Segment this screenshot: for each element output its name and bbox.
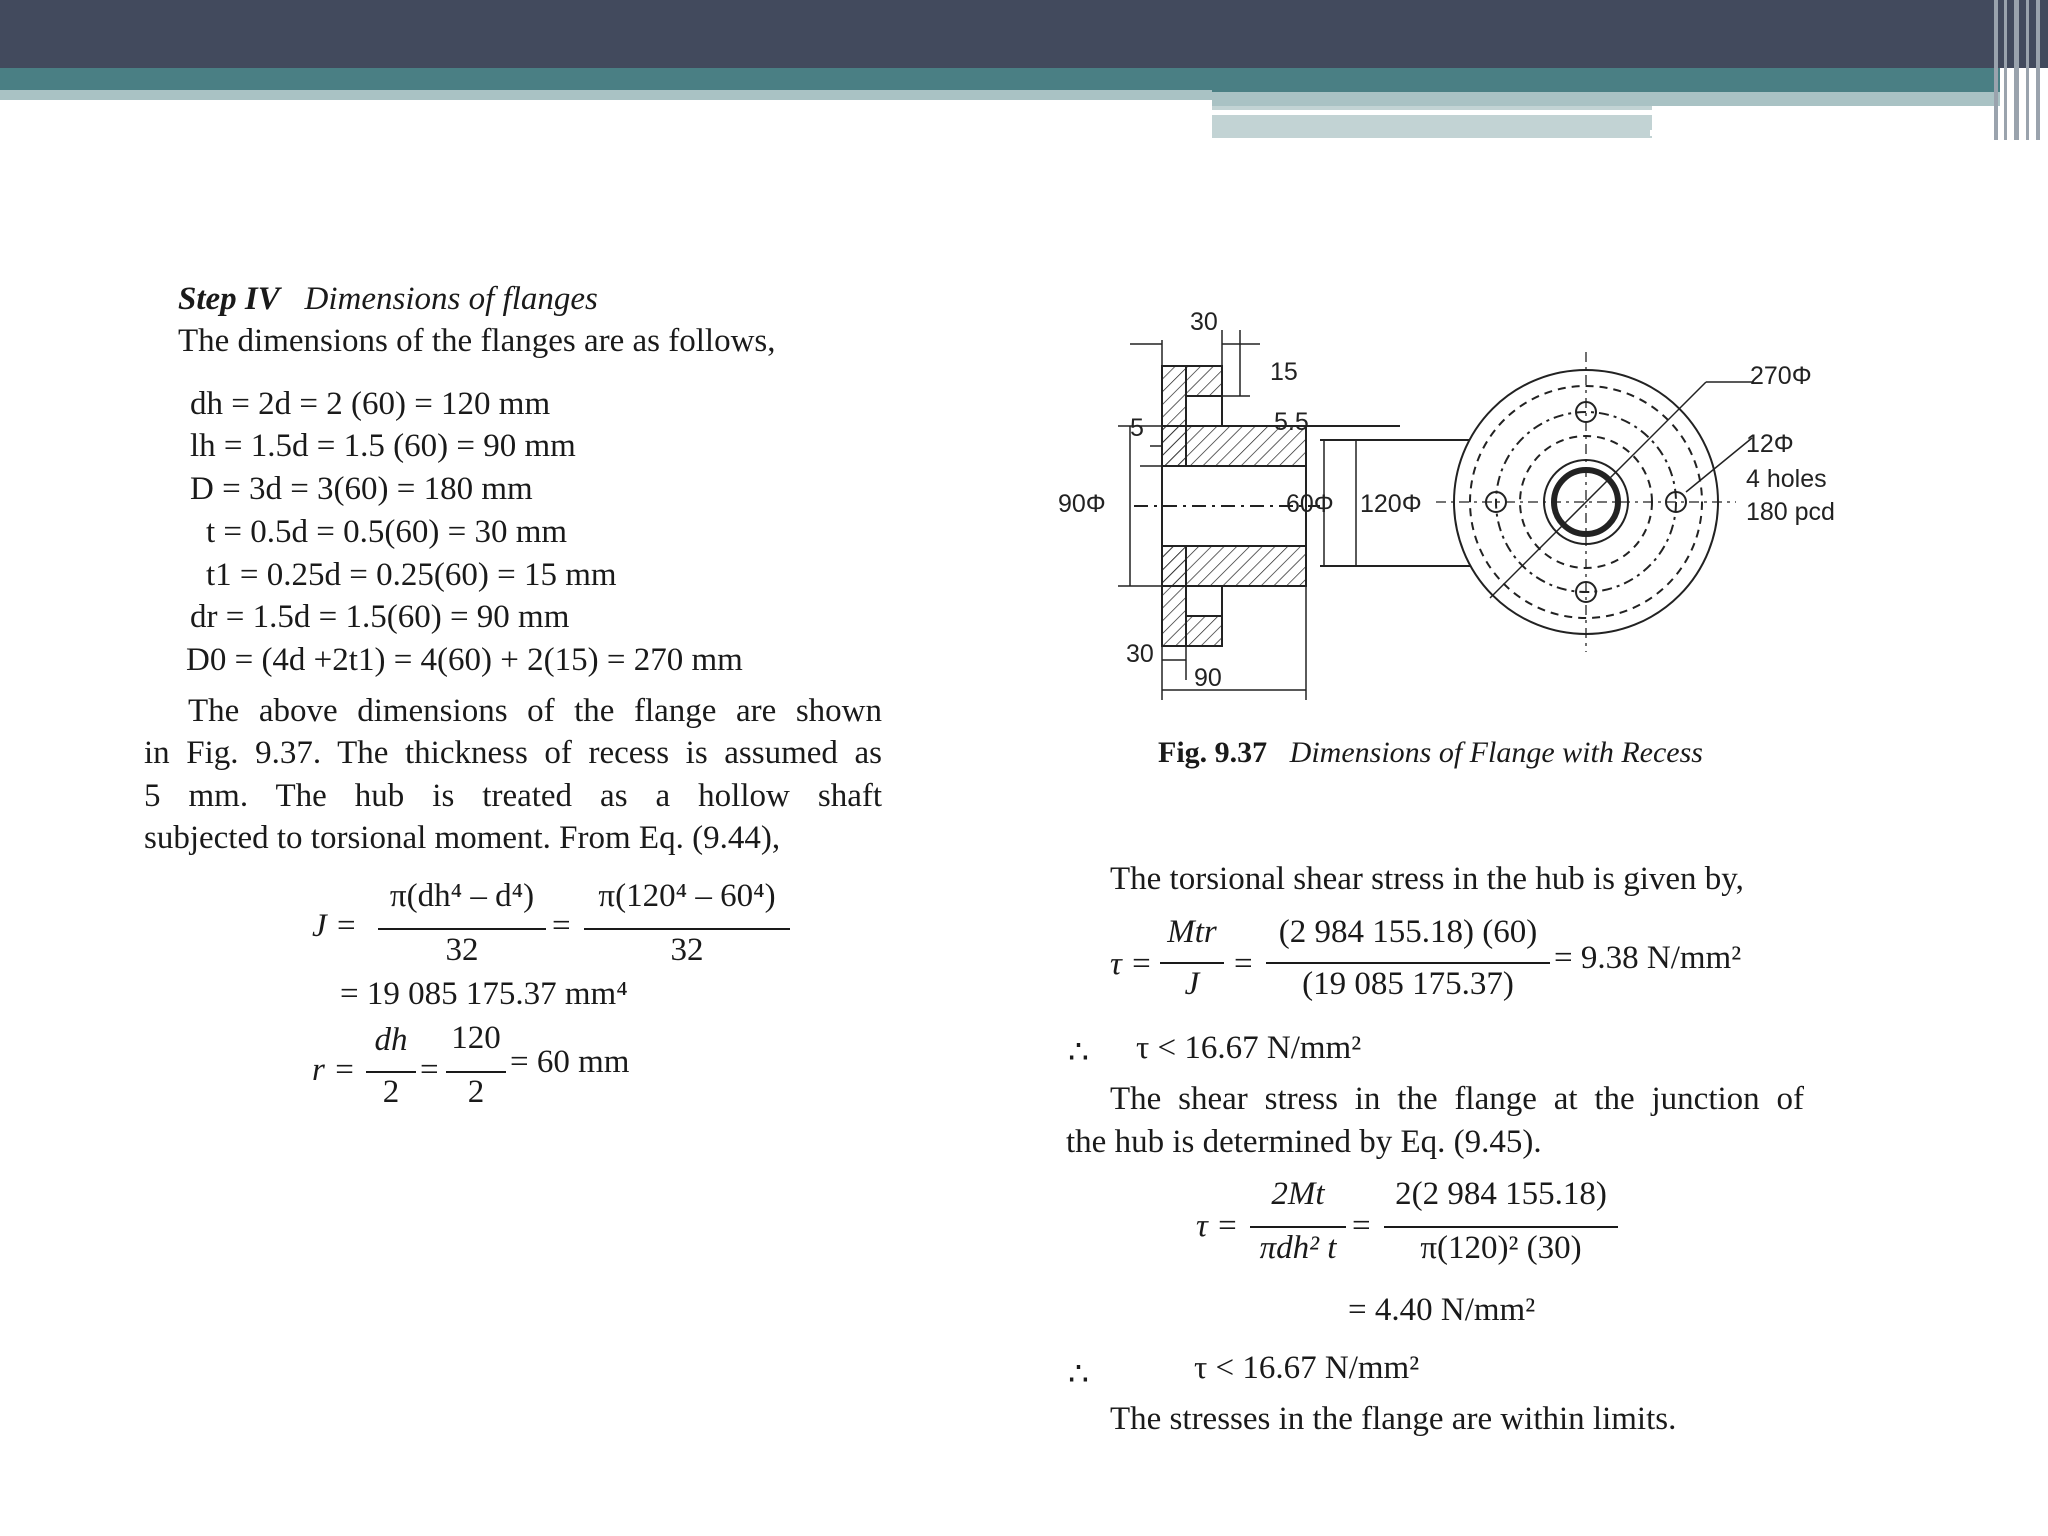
pcd-label: 180 pcd — [1746, 498, 1835, 526]
dim-60-phi: 60Φ — [1286, 490, 1334, 518]
dim-line: t1 = 0.25d = 0.25(60) = 15 mm — [206, 557, 617, 593]
para-line: subjected to torsional moment. From Eq. (9.44), — [144, 820, 781, 856]
dim-line: D = 3d = 3(60) = 180 mm — [190, 471, 533, 507]
tau2-result: = 4.40 N/mm² — [1348, 1292, 1536, 1328]
hub-stress-intro: The torsional shear stress in the hub is given by, — [1110, 861, 1744, 897]
para-line: The above dimensions of the flange are shown — [188, 693, 882, 729]
fraction-bar — [1160, 962, 1224, 964]
j-numerator-values: π(120⁴ – 60⁴) — [598, 878, 776, 914]
fraction-bar — [1250, 1226, 1346, 1228]
tau1-denominator: J — [1184, 966, 1200, 1002]
r-denominator: 2 — [382, 1074, 400, 1110]
header-stripe-left — [0, 90, 1212, 100]
header-vline — [1994, 0, 1998, 140]
fraction-bar — [584, 928, 790, 930]
header-stripe-gap-2 — [1650, 130, 1900, 136]
j-result: = 19 085 175.37 mm⁴ — [340, 976, 628, 1012]
step-heading — [178, 278, 598, 320]
front-view-labels — [1746, 362, 1835, 526]
dim-30-top: 30 — [1190, 308, 1218, 336]
header-accent-bar — [0, 68, 2000, 92]
header-vline — [2026, 0, 2029, 140]
figure-caption — [1158, 732, 1703, 774]
dim-5: 5 — [1130, 414, 1144, 442]
fraction-bar — [378, 928, 546, 930]
figure-title: Dimensions of Flange with Recess — [1289, 736, 1703, 769]
tau2-numerator-values: 2(2 984 155.18) — [1395, 1176, 1607, 1212]
conclusion-text: The stresses in the flange are within limits. — [1110, 1401, 1677, 1437]
dim-120-phi: 120Φ — [1360, 490, 1422, 518]
para-line: in Fig. 9.37. The thickness of recess is assumed as — [144, 735, 882, 771]
para-line: the hub is determined by Eq. (9.45). — [1066, 1124, 1542, 1160]
j-lhs: J = — [312, 908, 358, 944]
tau2-denominator-values: π(120)² (30) — [1420, 1230, 1582, 1266]
tau1-numerator-values: (2 984 155.18) (60) — [1278, 914, 1538, 950]
dim-line: t = 0.5d = 0.5(60) = 30 mm — [206, 514, 568, 550]
dim-5-5: 5.5 — [1274, 408, 1309, 436]
tau2-numerator: 2Mt — [1271, 1176, 1325, 1212]
dim-line: dr = 1.5d = 1.5(60) = 90 mm — [190, 599, 570, 635]
dim-line: D0 = (4d +2t1) = 4(60) + 2(15) = 270 mm — [186, 642, 743, 678]
step-title: Dimensions of flanges — [304, 281, 598, 317]
holes-label: 4 holes — [1746, 465, 1827, 493]
para-line: 5 mm. The hub is treated as a hollow shaft — [144, 778, 882, 814]
tau1-numerator: Mtr — [1167, 914, 1217, 950]
equals-sign: = — [420, 1052, 439, 1088]
dim-line: dh = 2d = 2 (60) = 120 mm — [190, 386, 551, 422]
fraction-bar — [366, 1071, 416, 1073]
tau1-lhs: τ = — [1110, 946, 1153, 982]
r-lhs: r = — [312, 1052, 356, 1088]
header-vline — [2014, 0, 2019, 140]
dim-12-phi: 12Φ — [1746, 430, 1794, 458]
step-label: Step IV — [178, 281, 280, 317]
r-denominator-value: 2 — [467, 1074, 485, 1110]
header-stripe-gap — [1210, 110, 1900, 115]
dim-15: 15 — [1270, 358, 1298, 386]
dim-270-phi: 270Φ — [1750, 362, 1812, 390]
equals-sign: = — [1234, 946, 1253, 982]
fraction-bar — [446, 1071, 506, 1073]
flange-drawing — [1050, 300, 1930, 720]
tau2-inequality: τ < 16.67 N/mm² — [1194, 1350, 1420, 1386]
therefore-symbol: ∴ — [1068, 1357, 1089, 1393]
flange-front-view — [1436, 352, 1752, 652]
figure-number: Fig. 9.37 — [1158, 736, 1268, 769]
equals-sign: = — [1352, 1208, 1371, 1244]
intro-text: The dimensions of the flanges are as follows, — [178, 323, 776, 359]
tau1-inequality: τ < 16.67 N/mm² — [1136, 1030, 1362, 1066]
equals-sign: = — [552, 908, 571, 944]
j-denominator: 32 — [445, 932, 479, 968]
tau2-lhs: τ = — [1196, 1208, 1239, 1244]
therefore-symbol: ∴ — [1068, 1035, 1089, 1071]
r-numerator-value: 120 — [451, 1020, 501, 1056]
para-line: The shear stress in the flange at the junction of — [1110, 1081, 1804, 1117]
fraction-bar — [1384, 1226, 1618, 1228]
header-bar — [0, 0, 2048, 68]
dim-90: 90 — [1194, 664, 1222, 692]
r-numerator: dh — [374, 1022, 408, 1058]
fraction-bar — [1266, 962, 1550, 964]
tau1-result: = 9.38 N/mm² — [1554, 940, 1742, 976]
tau2-denominator: πdh² t — [1259, 1230, 1337, 1266]
j-denominator-values: 32 — [670, 932, 704, 968]
header-vline — [2036, 0, 2040, 140]
j-numerator: π(dh⁴ – d⁴) — [389, 878, 535, 914]
dim-30-bottom: 30 — [1126, 640, 1154, 668]
r-result: = 60 mm — [510, 1044, 630, 1080]
header-vline — [2004, 0, 2007, 140]
header-stripe-right — [1212, 92, 2000, 106]
tau1-denominator-values: (19 085 175.37) — [1302, 966, 1514, 1002]
dim-90-phi: 90Φ — [1058, 490, 1106, 518]
dim-line: lh = 1.5d = 1.5 (60) = 90 mm — [190, 428, 576, 464]
